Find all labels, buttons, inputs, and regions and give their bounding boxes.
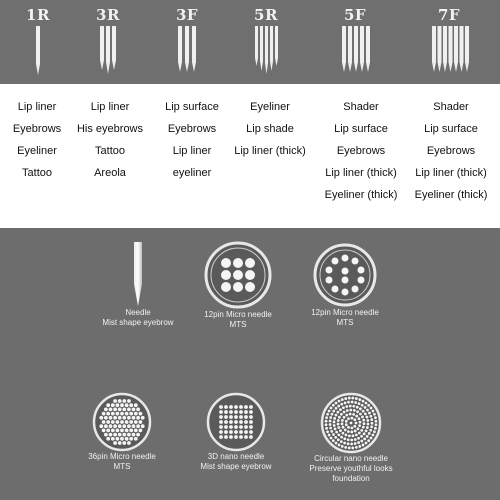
needle-types-band xyxy=(0,0,500,84)
cartridge-caption: foundation xyxy=(332,474,370,483)
use-item: Tattoo xyxy=(95,145,125,157)
use-item: Eyeliner xyxy=(17,145,57,157)
needle-7f-icon xyxy=(430,26,470,76)
cartridge-caption: 12pin Micro needle xyxy=(311,308,379,317)
use-item: Lip liner xyxy=(17,101,57,113)
needle-3f-icon xyxy=(174,26,200,76)
use-item: Eyebrows xyxy=(426,145,476,157)
square-grid-cartridge-icon xyxy=(206,392,266,452)
needle-3r-icon xyxy=(96,26,120,76)
cartridge-caption: Mist shape eyebrow xyxy=(102,318,174,327)
use-item: Lip liner xyxy=(172,145,212,157)
use-item: Eyebrows xyxy=(167,123,217,135)
needle-title-5r: 5R xyxy=(254,6,278,24)
cartridge-12pin-b xyxy=(300,242,390,328)
cartridge-caption: 3D nano needle xyxy=(207,452,265,461)
cartridge-caption: MTS xyxy=(113,462,131,471)
uses-col-5f xyxy=(316,96,406,206)
dense-dot-cartridge-icon xyxy=(92,392,152,452)
needle-uses-table xyxy=(0,96,500,228)
use-item: Lip shade xyxy=(246,123,294,135)
uses-col-5r xyxy=(232,96,308,162)
cartridge-caption: MTS xyxy=(229,320,247,329)
use-item: Shader xyxy=(343,101,379,113)
cartridge-36pin xyxy=(72,392,172,472)
single-needle-icon xyxy=(128,242,148,308)
cartridge-caption: 36pin Micro needle xyxy=(88,452,156,461)
needle-title-3f: 3F xyxy=(175,6,199,24)
use-item: Eyebrows xyxy=(336,145,386,157)
ring-dot-cartridge-icon xyxy=(312,242,378,308)
needle-5f-icon xyxy=(340,26,372,76)
use-item: eyeliner xyxy=(172,167,212,179)
needle-title-7f: 7F xyxy=(437,6,461,24)
use-item: Lip surface xyxy=(424,123,478,135)
use-item: Eyeliner xyxy=(250,101,290,113)
uses-col-3f xyxy=(152,96,232,184)
needle-1r-icon xyxy=(28,26,48,76)
cartridge-band xyxy=(0,228,500,500)
use-item: Eyeliner (thick) xyxy=(414,189,488,201)
use-item: His eyebrows xyxy=(76,123,144,135)
uses-col-1r xyxy=(4,96,70,184)
circular-nano-cartridge-icon xyxy=(320,392,382,454)
uses-col-3r xyxy=(72,96,148,184)
use-item: Eyeliner (thick) xyxy=(324,189,398,201)
use-item: Eyebrows xyxy=(12,123,62,135)
use-item: Lip liner xyxy=(90,101,130,113)
use-item: Lip surface xyxy=(165,101,219,113)
use-item: Lip liner (thick) xyxy=(415,167,487,179)
cartridge-caption: MTS xyxy=(336,318,354,327)
uses-col-7f xyxy=(406,96,496,206)
use-item: Lip surface xyxy=(334,123,388,135)
cartridge-12pin-a xyxy=(193,240,283,330)
cartridge-caption: Preserve youthful looks xyxy=(309,464,393,473)
use-item: Areola xyxy=(94,167,126,179)
use-item: Shader xyxy=(433,101,469,113)
cartridge-caption: 12pin Micro needle xyxy=(204,310,272,319)
cartridge-needle xyxy=(88,242,188,328)
cartridge-caption: Circular nano needle xyxy=(314,454,388,463)
use-item: Tattoo xyxy=(22,167,52,179)
needle-title-5f: 5F xyxy=(343,6,367,24)
cartridge-circular-nano xyxy=(296,392,406,484)
needle-5r-icon xyxy=(252,26,282,76)
use-item: Lip liner (thick) xyxy=(325,167,397,179)
cartridge-caption: Mist shape eyebrow xyxy=(200,462,272,471)
cartridge-3d-nano xyxy=(186,392,286,472)
use-item: Lip liner (thick) xyxy=(234,145,306,157)
needle-title-3r: 3R xyxy=(96,6,120,24)
needle-title-1r: 1R xyxy=(26,6,50,24)
cartridge-caption: Needle xyxy=(125,308,151,317)
nine-dot-cartridge-icon xyxy=(203,240,273,310)
